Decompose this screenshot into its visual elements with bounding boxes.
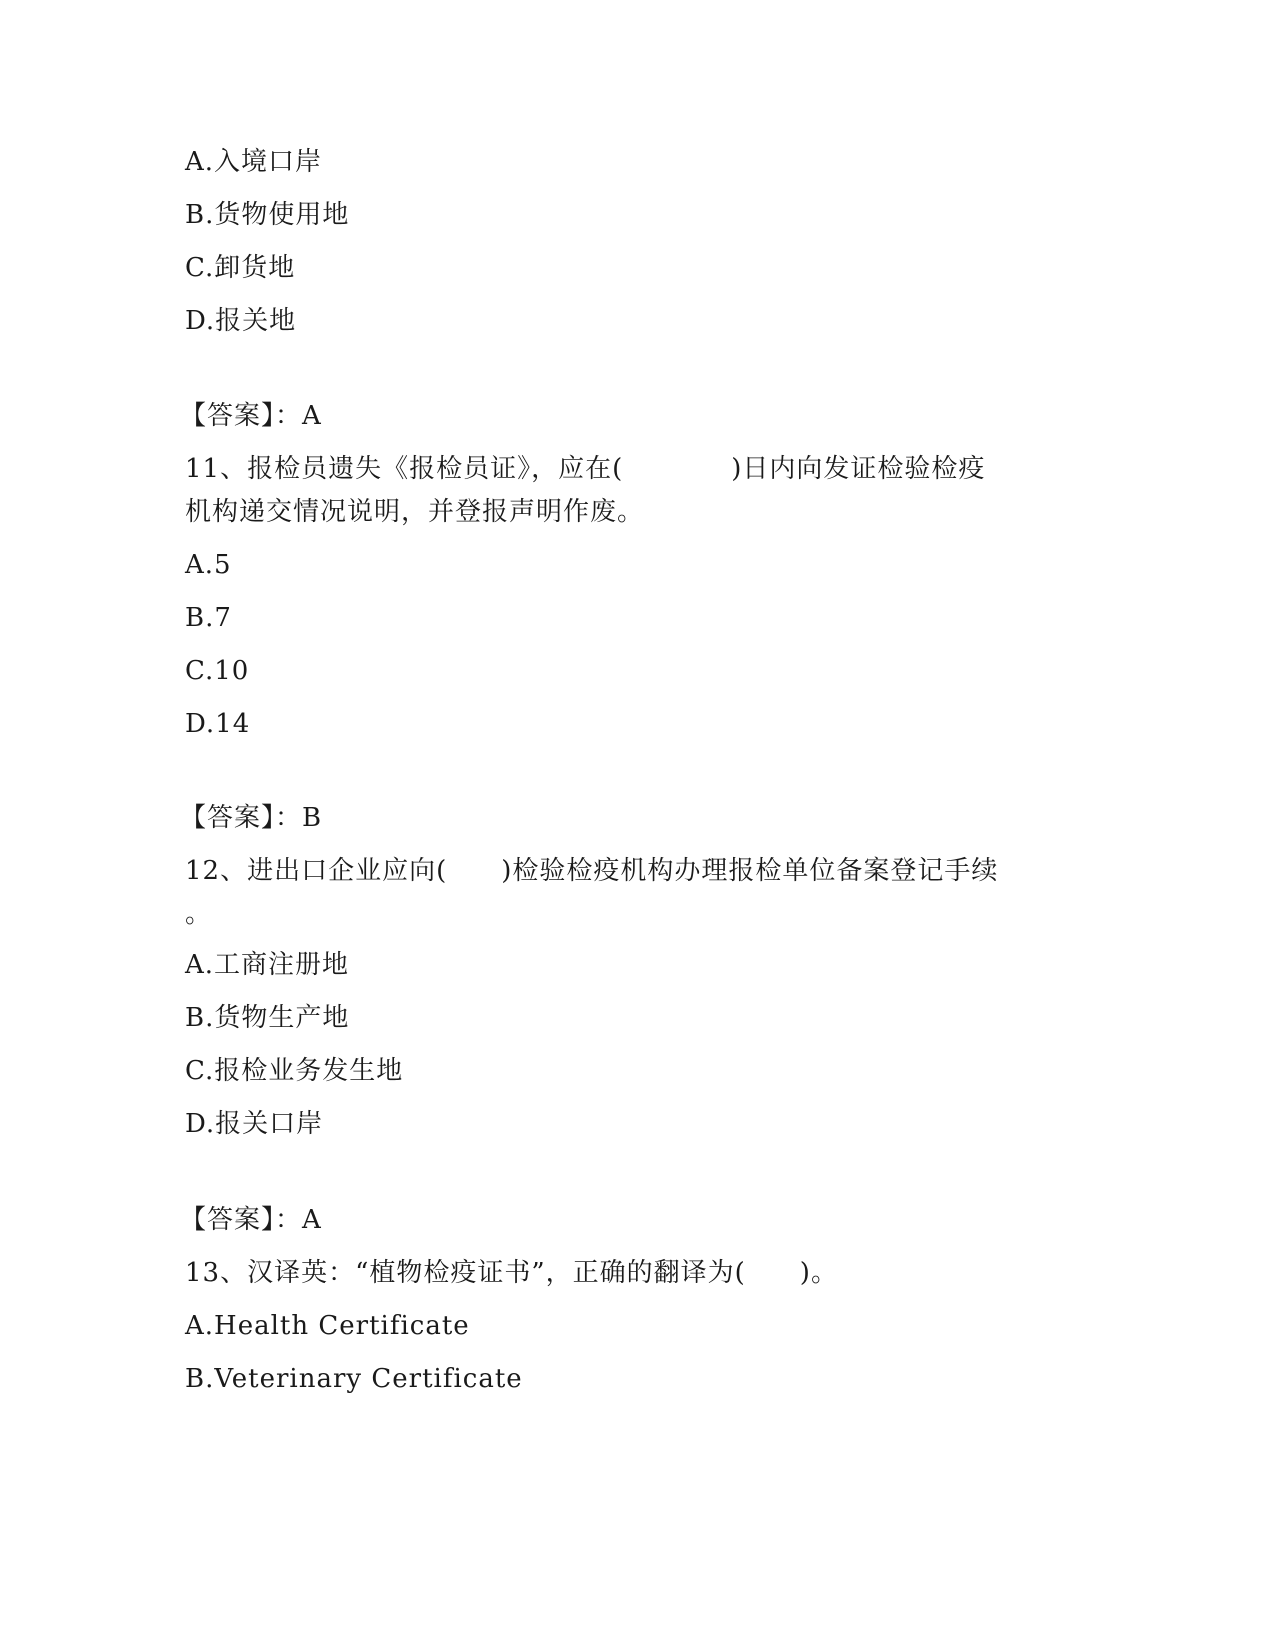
q10-option-c: C.卸货地 (185, 253, 296, 283)
q10-answer: 【答案】：A (180, 401, 322, 431)
q12-option-b: B.货物生产地 (185, 1003, 350, 1033)
q11-stem-line1: 11、报检员遗失《报检员证》，应在( )日内向发证检验检疫 (185, 454, 986, 484)
q11-option-d: D.14 (185, 709, 251, 739)
q12-option-a: A.工商注册地 (185, 950, 350, 980)
q12-answer: 【答案】：A (180, 1205, 322, 1235)
q13-stem-line1: 13、汉译英：“植物检疫证书”，正确的翻译为( )。 (185, 1258, 838, 1288)
q12-option-d: D.报关口岸 (185, 1109, 324, 1139)
q10-option-d: D.报关地 (185, 306, 297, 336)
q11-answer: 【答案】：B (180, 803, 323, 833)
q10-option-b: B.货物使用地 (185, 200, 350, 230)
q13-option-b: B.Veterinary Certificate (185, 1364, 523, 1394)
q12-stem-line1: 12、进出口企业应向( )检验检疫机构办理报检单位备案登记手续 (185, 856, 999, 886)
q12-stem-line2: 。 (185, 899, 213, 929)
q11-option-c: C.10 (185, 656, 250, 686)
q12-option-c: C.报检业务发生地 (185, 1056, 404, 1086)
q11-option-b: B.7 (185, 603, 232, 633)
q13-option-a: A.Health Certificate (185, 1311, 470, 1341)
q11-stem-line2: 机构递交情况说明，并登报声明作废。 (185, 497, 645, 527)
q10-option-a: A.入境口岸 (185, 147, 323, 177)
q11-option-a: A.5 (185, 550, 232, 580)
